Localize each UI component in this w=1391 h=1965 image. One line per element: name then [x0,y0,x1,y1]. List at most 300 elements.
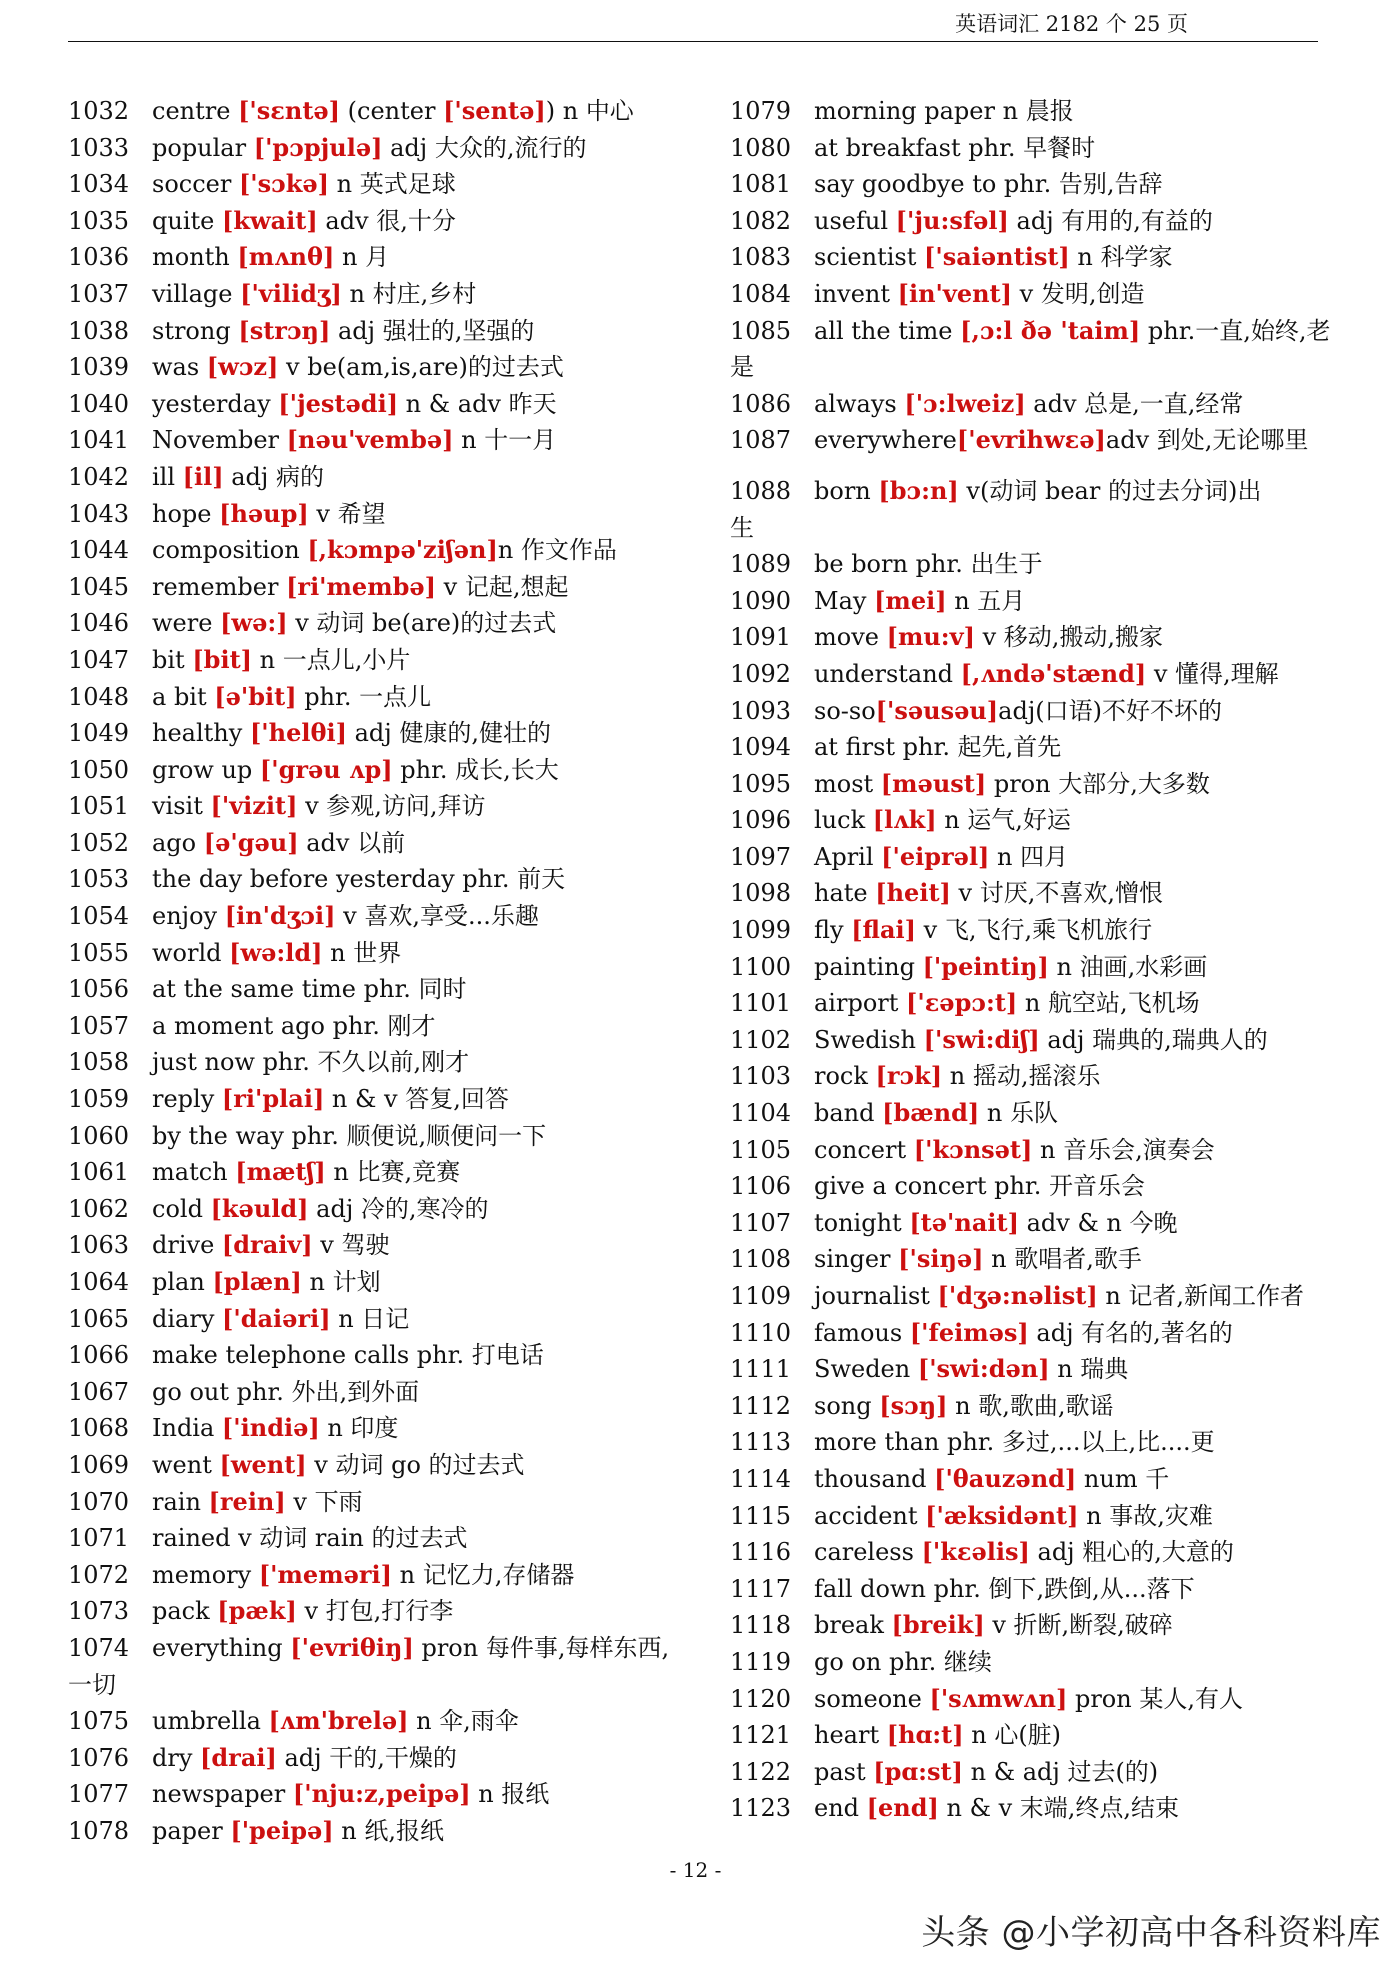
watermark: 头条 @小学初高中各科资料库 [921,1913,1381,1953]
entry-phonetic: ['meməri] [258,1559,392,1589]
vocab-entry [68,1337,698,1374]
entry-word: more than [814,1428,940,1457]
entry-word: rock [814,1062,876,1091]
vocab-entry [730,1278,1330,1315]
entry-word: be born [814,550,908,579]
vocab-entry [730,729,1330,766]
entry-number: 1049 [68,719,130,748]
entry-word: a moment ago [152,1011,325,1040]
entry-word: was [152,353,207,382]
entry-phonetic: ['sʌmwʌn] [929,1683,1068,1713]
entry-word: newspaper [152,1780,293,1809]
entry-word: move [814,623,887,652]
vocab-entry [730,1717,1330,1754]
entry-definition: phr. 不久以前,刚才 [254,1048,470,1077]
entry-number: 1088 [730,476,792,505]
entry-phonetic: [,ɔ:l ðə 'taim] [960,315,1141,345]
entry-number: 1090 [730,586,792,615]
entry-word: make telephone calls [152,1341,410,1370]
vocab-entry [68,459,698,496]
entry-number: 1070 [68,1487,130,1516]
entry-number: 1115 [730,1501,792,1530]
entry-definition: v 记起,想起 [436,572,569,601]
entry-phonetic: [rɔk] [875,1061,943,1091]
entry-definition: n 记者,新闻工作者 [1097,1282,1305,1310]
vocab-entry [68,971,698,1008]
entry-definition: n 摇动,摇滚乐 [942,1062,1101,1091]
entry-number: 1046 [68,609,130,638]
vocab-entry [730,203,1330,240]
vocab-entry [730,1681,1330,1718]
entry-word: just now [152,1048,255,1077]
entry-number: 1037 [68,279,130,308]
entry-word: May [814,586,875,615]
entry-definition: n 歌唱者,歌手 [983,1245,1142,1274]
entry-definition: n 报纸 [470,1780,550,1809]
entry-definition: phr. 告别,告辞 [996,170,1163,199]
entry-number: 1105 [730,1135,792,1164]
entry-number: 1056 [68,975,130,1004]
entry-number: 1093 [730,696,792,725]
entry-number: 1050 [68,755,130,784]
entry-number: 1072 [68,1560,130,1589]
entry-definition: phr. 一点儿 [296,682,432,711]
entry-definition: v 折断,断裂,破碎 [984,1611,1173,1640]
entry-phonetic: [,kɔmpə'ziʃən] [307,535,498,565]
entry-definition: adv 很,十分 [317,206,456,235]
vocab-entry [730,276,1330,313]
entry-number: 1054 [68,902,130,931]
vocab-entry [730,313,1330,386]
entry-definition: n 英式足球 [329,170,456,199]
entry-number: 1044 [68,536,130,565]
entry-number: 1033 [68,133,130,162]
entry-definition: adj 干的,干燥的 [276,1743,457,1772]
entry-number: 1091 [730,623,792,652]
entry-phonetic: [ə'gəu] [203,827,299,857]
entry-definition: n 乐队 [979,1099,1058,1128]
entry-definition: n 月 [334,243,390,272]
entry-number: 1087 [730,426,792,455]
entry-word: journalist [814,1282,938,1310]
entry-phonetic: [mei] [874,585,947,615]
entry-phonetic: [bænd] [882,1098,980,1128]
entry-number: 1097 [730,842,792,871]
entry-number: 1063 [68,1231,130,1260]
entry-number: 1120 [730,1684,792,1713]
entry-definition: v 喜欢,享受...乐趣 [335,902,539,931]
entry-number: 1039 [68,353,130,382]
entry-phonetic: ['swi:diʃ] [923,1024,1040,1054]
vocab-entry [730,1534,1330,1571]
entry-word: end [814,1794,867,1823]
entry-number: 1066 [68,1341,130,1370]
entry-word: world [152,938,230,967]
entry-word: give a concert [814,1172,987,1201]
entry-number: 1043 [68,499,130,528]
entry-phonetic: ['sɛntə] [238,96,341,125]
entry-number: 1034 [68,170,130,199]
entry-definition: n 村庄,乡村 [341,279,477,308]
entry-word: paper [152,1816,231,1845]
entry-word: useful [814,206,896,235]
entry-number: 1032 [68,97,130,125]
entry-number: 1065 [68,1304,130,1333]
entry-word: at first [814,733,896,762]
vocab-entry [730,1498,1330,1535]
entry-definition: n 歌,歌曲,歌谣 [947,1391,1114,1420]
entry-number: 1052 [68,828,130,857]
entry-word: healthy [152,719,250,748]
entry-word: the day before yesterday [152,865,455,894]
entry-definition: v 飞,飞行,乘飞机旅行 [916,916,1153,945]
entry-definition: v 懂得,理解 [1146,659,1279,688]
vocab-entry [68,1118,698,1155]
entry-definition: adj 瑞典的,瑞典人的 [1039,1025,1268,1054]
vocab-entry [730,239,1330,276]
entry-number: 1123 [730,1794,792,1823]
entry-definition: n & v 答复,回答 [324,1085,509,1114]
entry-word: soccer [152,170,239,199]
entry-phonetic: [bɔ:n] [878,475,959,505]
entry-definition-cont: ) n 中心 [545,97,634,125]
entry-word: most [814,769,881,798]
entry-word: fall down [814,1574,926,1603]
entry-word: by the way [152,1121,284,1150]
entry-number: 1113 [730,1428,792,1457]
entry-word: fly [814,916,852,945]
entry-number: 1094 [730,733,792,762]
entry-number: 1053 [68,865,130,894]
entry-number: 1059 [68,1085,130,1114]
entry-word: say goodbye to [814,170,997,199]
entry-number: 1095 [730,769,792,798]
vocab-entry [68,1264,698,1301]
entry-definition: n & adj 过去(的) [963,1757,1159,1786]
entry-word: luck [814,806,873,835]
vocab-entry [68,239,698,276]
vocab-entry [68,752,698,789]
vocab-entry [68,605,698,642]
entry-word: song [814,1391,880,1420]
entry-definition: phr. 同时 [356,975,467,1004]
entry-word: scientist [814,243,925,272]
entry-number: 1112 [730,1391,792,1420]
entry-phonetic: [wɔz] [206,352,279,382]
entry-number: 1048 [68,682,130,711]
entry-number: 1111 [730,1355,792,1384]
entry-number: 1041 [68,426,130,455]
vocab-column-left [68,93,698,1850]
entry-number: 1121 [730,1721,792,1750]
entry-number: 1075 [68,1707,130,1736]
vocab-entry [730,1571,1330,1608]
entry-definition: n 航空站,飞机场 [1017,989,1200,1018]
entry-word: someone [814,1684,930,1713]
entry-word: village [152,279,241,308]
entry-definition: num 千 [1076,1464,1170,1493]
vocab-entry [730,1315,1330,1352]
entry-definition: adj 粗心的,大意的 [1029,1538,1234,1567]
entry-word: at breakfast [814,133,961,162]
entry-word: yesterday [152,389,279,418]
entry-word: break [814,1611,892,1640]
entry-definition: adj(口语)不好不坏的 [998,696,1223,725]
entry-definition: n 油画,水彩画 [1048,952,1208,981]
entry-definition: adv & n 今晚 [1018,1208,1178,1237]
entry-phonetic: ['peipə] [230,1815,334,1845]
entry-word: Swedish [814,1025,924,1054]
entry-definition: n 纸,报纸 [333,1816,444,1845]
entry-number: 1081 [730,170,792,199]
entry-number: 1077 [68,1780,130,1809]
entry-phonetic: ['daiəri] [222,1303,331,1333]
entry-word: tonight [814,1208,910,1237]
vocab-entry [730,875,1330,912]
entry-phonetic: ['eiprəl] [881,841,990,871]
entry-number: 1109 [730,1282,792,1310]
vocab-column-right [730,93,1330,1827]
entry-number: 1061 [68,1158,130,1187]
entry-word: thousand [814,1464,935,1493]
entry-definition: phr. 外出,到外面 [229,1377,420,1406]
entry-phonetic: ['peintiŋ] [922,951,1049,981]
entry-word: month [152,243,238,272]
entry-phonetic: [pɑ:st] [873,1756,963,1786]
entry-phonetic: [mu:v] [886,622,975,652]
entry-phonetic: ['θauzənd] [934,1463,1077,1493]
entry-word: grow up [152,755,260,784]
entry-word: accident [814,1501,926,1530]
entry-phonetic: [heit] [875,878,951,908]
vocab-entry [68,1191,698,1228]
entry-definition: phr. 成长,长大 [392,755,559,784]
entry-number: 1047 [68,645,130,674]
entry-number: 1051 [68,792,130,821]
page-number: - 12 - [669,1858,722,1882]
entry-number: 1100 [730,952,792,981]
entry-number: 1038 [68,316,130,345]
entry-phonetic: [sɔŋ] [879,1390,948,1420]
entry-phonetic: [end] [866,1793,939,1823]
entry-definition: v 打包,打行李 [296,1597,454,1626]
entry-definition: adj 健康的,健壮的 [346,719,551,748]
entry-phonetic: [ʌm'brelə] [268,1706,409,1736]
entry-phonetic: ['ju:sfəl] [895,205,1009,235]
entry-word: strong [152,316,239,345]
entry-definition-wrap: 是 [730,353,754,382]
entry-word: heart [814,1721,887,1750]
vocab-entry [68,1227,698,1264]
entry-definition: v 移动,搬动,搬家 [974,623,1164,652]
vocab-entry [68,935,698,972]
entry-number: 1099 [730,916,792,945]
vocab-entry [730,1754,1330,1791]
vocab-entry [730,1205,1330,1242]
entry-phonetic: ['siŋə] [898,1244,984,1274]
vocab-entry [730,166,1330,203]
entry-definition: v 动词 be(are)的过去式 [287,609,557,638]
entry-number: 1057 [68,1011,130,1040]
entry-word: famous [814,1318,910,1347]
vocab-entry [68,1557,698,1594]
entry-word: a bit [152,682,215,711]
entry-number: 1089 [730,550,792,579]
entry-word: singer [814,1245,899,1274]
entry-number: 1102 [730,1025,792,1054]
vocab-entry [68,203,698,240]
vocab-entry [730,1461,1330,1498]
vocab-entry [68,788,698,825]
entry-definition: n 晨报 [994,97,1074,125]
entry-phonetic: [mætʃ] [235,1157,326,1187]
vocab-entry [68,313,698,350]
entry-number: 1064 [68,1268,130,1296]
entry-word: careless [814,1538,922,1567]
entry-number: 1062 [68,1194,130,1223]
entry-definition: n & v 末端,终点,结束 [938,1794,1180,1823]
vocab-entry [68,1301,698,1338]
entry-definition: n 计划 [301,1268,381,1296]
vocab-entry [730,386,1330,423]
entry-definition: adj 冷的,寒冷的 [308,1194,489,1223]
entry-number: 1080 [730,133,792,162]
entry-definition: n 心(脏) [963,1721,1062,1750]
entry-phonetic: [ri'membə] [286,571,436,601]
entry-phonetic: [draiv] [221,1230,313,1260]
vocab-entry [730,619,1330,656]
vocab-entry [730,1241,1330,1278]
entry-word: enjoy [152,902,225,931]
vocab-entry [68,93,698,130]
entry-definition: n 世界 [322,938,402,967]
entry-number: 1101 [730,989,792,1018]
entry-word: ago [152,828,204,857]
vocab-entry [68,276,698,313]
entry-number: 1055 [68,938,130,967]
vocab-entry [68,1154,698,1191]
entry-phonetic: [wə:ld] [229,937,323,967]
entry-definition: v(动词 bear 的过去分词)出 [958,476,1262,505]
vocab-entry [730,1607,1330,1644]
entry-definition: n 五月 [946,586,1026,615]
vocab-entry [730,422,1330,459]
vocab-entry [68,1593,698,1630]
entry-word: past [814,1757,874,1786]
entry-definition: phr. 倒下,跌倒,从...落下 [925,1574,1195,1603]
entry-phonetic: ['indiə] [221,1413,320,1443]
entry-word: were [152,609,221,638]
vocab-entry [68,1447,698,1484]
entry-phonetic: ['feiməs] [909,1317,1029,1347]
entry-definition: phr. 出生于 [907,550,1043,579]
vocab-entry [68,861,698,898]
entry-phonetic: ['evrihwɛə] [956,425,1106,455]
entry-definition: n 作文作品 [497,536,617,565]
entry-phonetic: [in'vent] [897,278,1012,308]
entry-definition: adv 以前 [298,828,406,857]
entry-definition: phr. 打电话 [409,1341,544,1370]
entry-word: always [814,389,905,418]
vocab-entry [68,1813,698,1850]
vocab-entry [68,715,698,752]
vocab-entry [68,1374,698,1411]
entry-phonetic: [rein] [208,1486,286,1516]
vocab-entry [730,546,1330,583]
entry-phonetic: [in'dʒɔi] [224,901,336,931]
vocab-entry [68,642,698,679]
entry-number: 1082 [730,206,792,235]
vocab-entry [68,166,698,203]
entry-word: centre [152,97,239,125]
entry-number: 1035 [68,206,130,235]
entry-phonetic: [kwait] [221,205,318,235]
entry-definition: n 印度 [319,1414,399,1443]
entry-number: 1108 [730,1245,792,1274]
vocab-entry [68,1740,698,1777]
entry-definition: n 日记 [330,1304,410,1333]
entry-phonetic: ['kɔnsət] [913,1134,1033,1164]
vocab-entry [68,422,698,459]
vocab-entry [730,693,1330,730]
entry-word: at the same time [152,975,357,1004]
entry-word: match [152,1158,236,1187]
entry-number: 1036 [68,243,130,272]
entry-word: morning paper [814,97,995,125]
vocab-entry [730,766,1330,803]
entry-word: November [152,426,287,455]
entry-phonetic: ['səusəu] [875,695,999,725]
entry-definition: n 瑞典 [1049,1355,1129,1384]
entry-word: bit [152,645,193,674]
vocab-entry [730,912,1330,949]
vocab-entry [730,1790,1330,1827]
entry-word: cold [152,1194,211,1223]
vocab-entry [68,1520,698,1557]
entry-phonetic: [nəu'vembə] [286,425,454,455]
entry-phonetic: [strɔŋ] [238,315,331,345]
entry-number: 1122 [730,1757,792,1786]
entry-word: drive [152,1231,222,1260]
entry-word: Sweden [814,1355,918,1384]
entry-phonetic: ['grəu ʌp] [259,754,393,784]
entry-definition: n & adv 昨天 [398,389,557,418]
entry-word: pack [152,1597,218,1626]
entry-definition: phr. 早餐时 [960,133,1096,162]
entry-phonetic: ['vizit] [210,791,298,821]
entry-definition: v 参观,访问,拜访 [297,792,486,821]
entry-word: everything [152,1633,291,1662]
vocab-entry [730,1058,1330,1095]
entry-number: 1092 [730,659,792,688]
entry-definition: phr. 顺便说,顺便问一下 [283,1121,547,1150]
entry-number: 1074 [68,1633,130,1662]
entry-definition: phr. 多过,...以上,比....更 [939,1428,1215,1457]
entry-phonetic: ['helθi] [249,718,347,748]
vocab-entry [68,532,698,569]
entry-word: umbrella [152,1707,269,1736]
entry-word: remember [152,572,287,601]
entry-definition: adj 强壮的,坚强的 [330,316,535,345]
entry-phonetic: [bit] [192,644,253,674]
vocab-entry [730,839,1330,876]
entry-word: dry [152,1743,201,1772]
entry-phonetic: ['ɛəpɔ:t] [906,988,1018,1018]
vocab-entry [68,349,698,386]
entry-number: 1096 [730,806,792,835]
entry-phonetic: [mʌnθ] [237,242,335,272]
entry-definition: v 发明,创造 [1012,279,1145,308]
